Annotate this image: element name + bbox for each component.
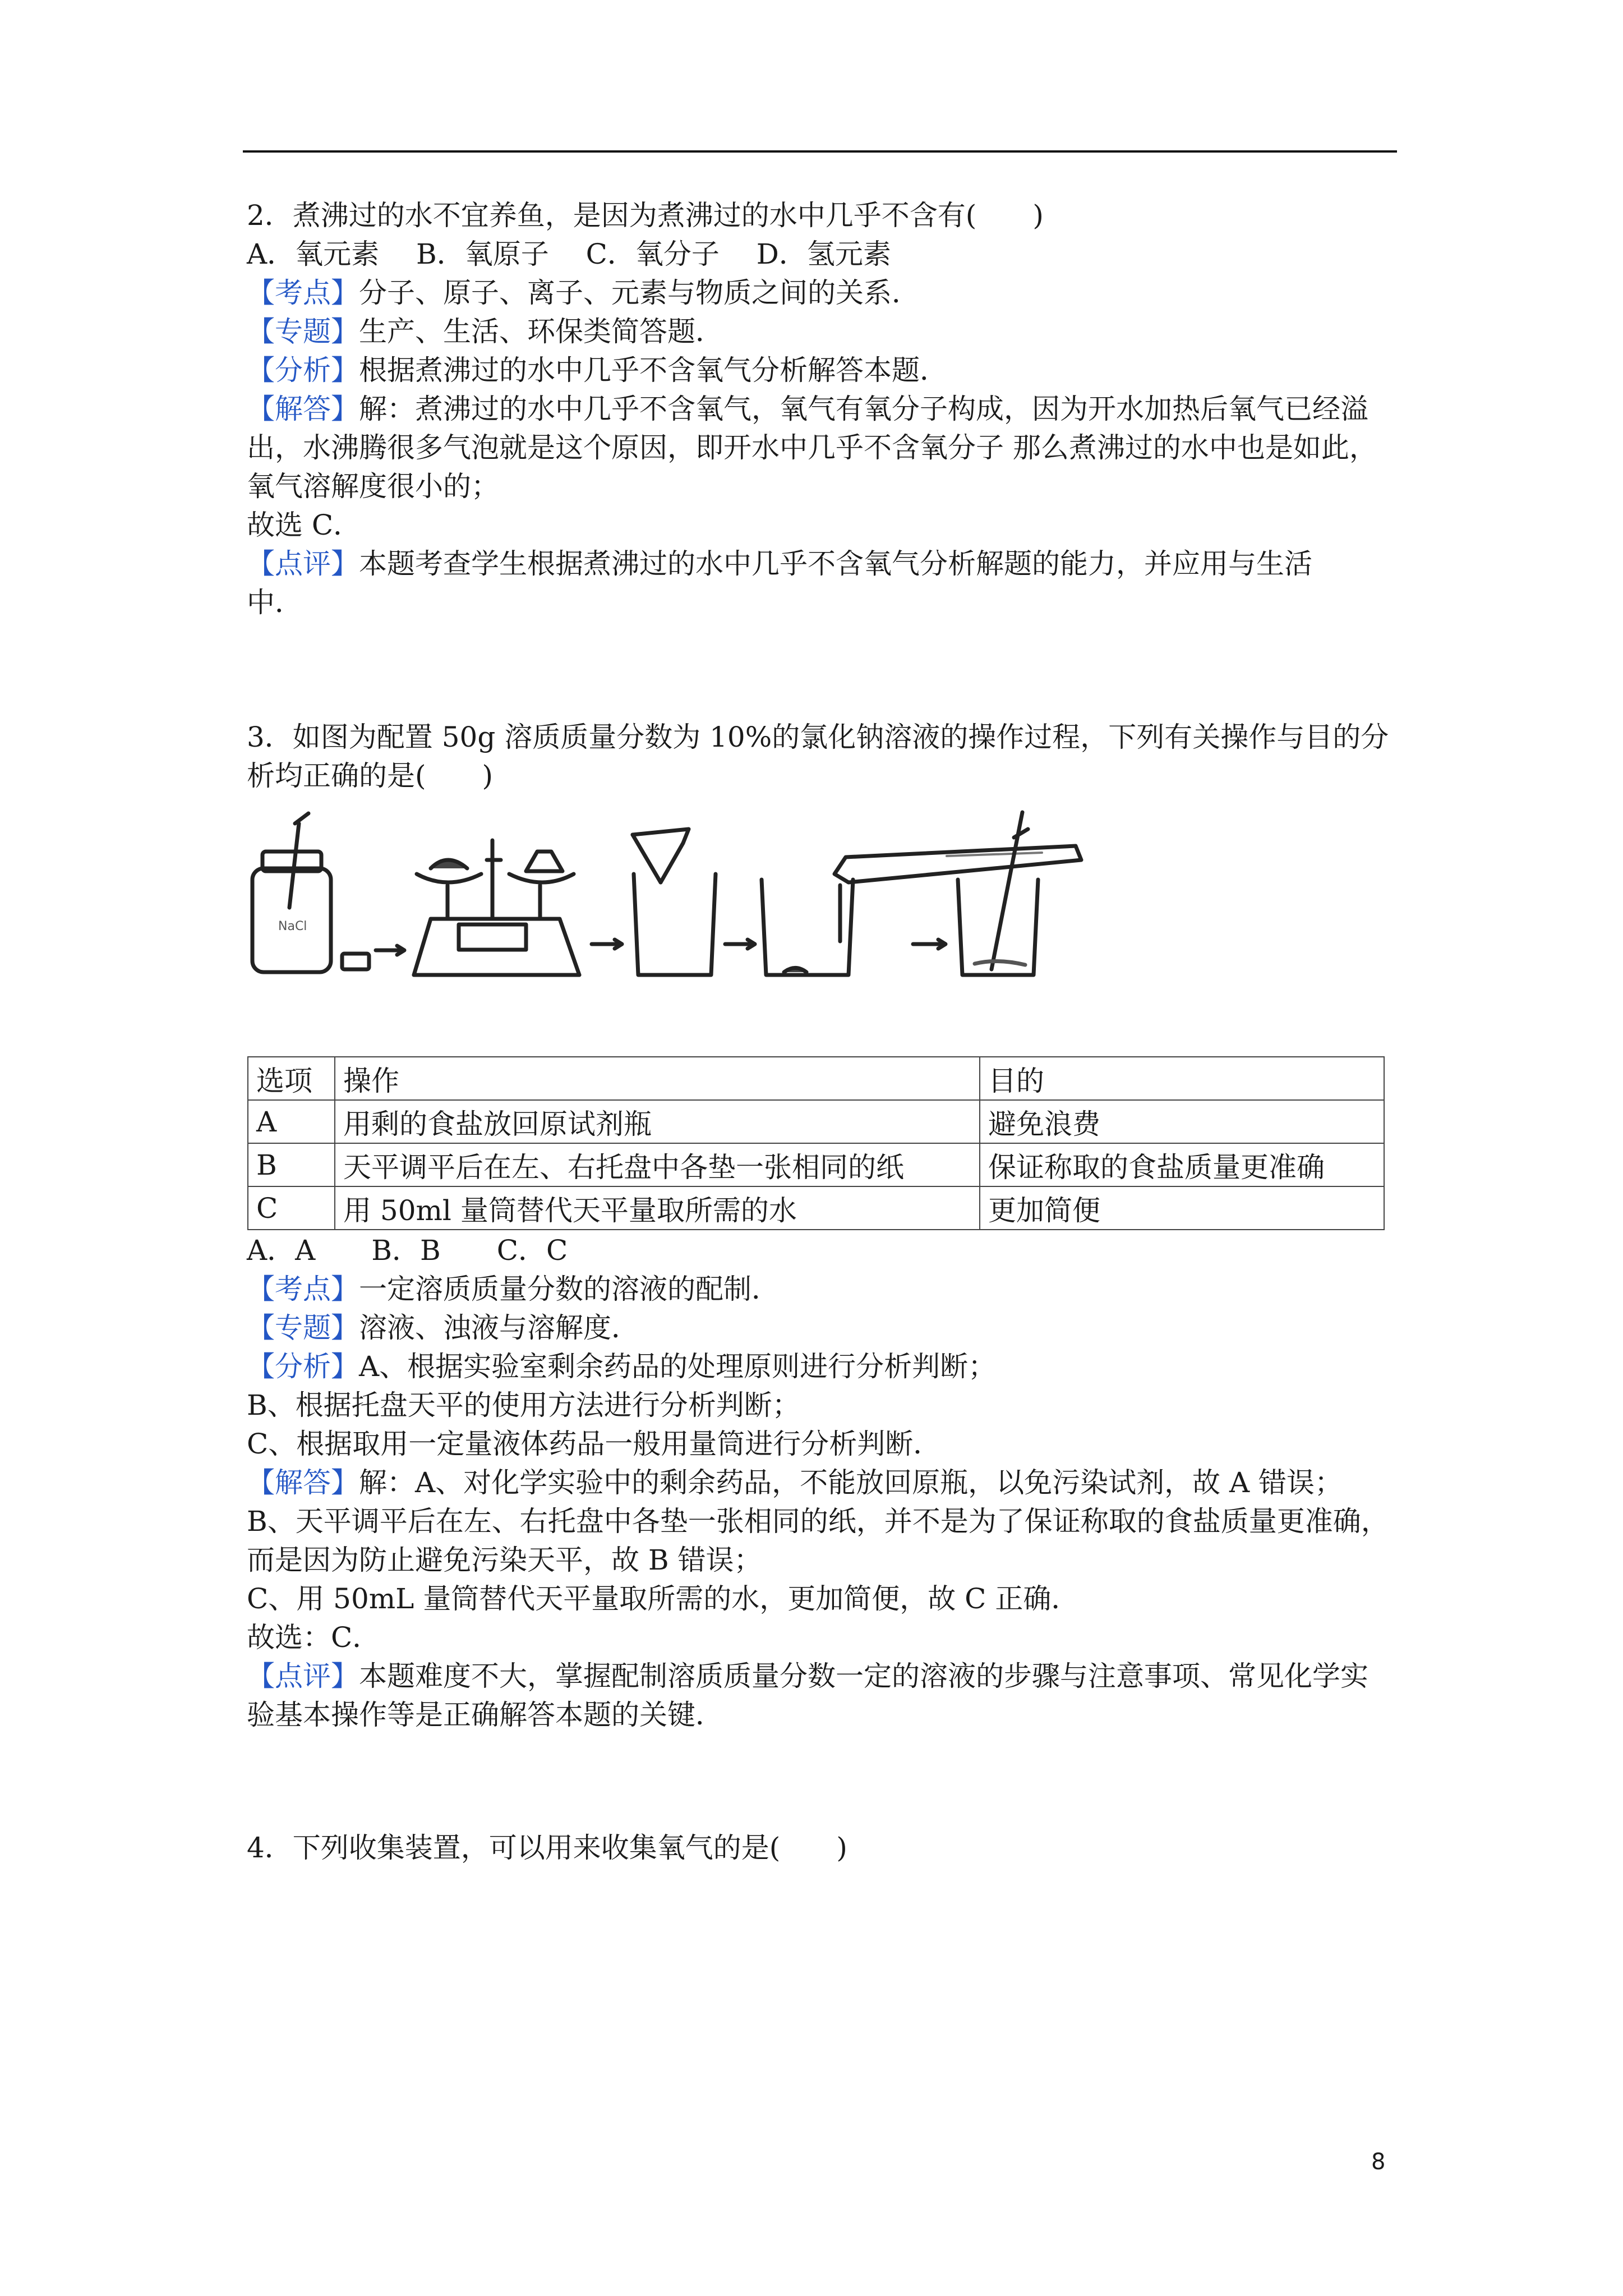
q3-zhuanti-text: 溶液、浊液与溶解度． — [359, 1312, 639, 1344]
q2-dianping-1 — [247, 545, 1402, 583]
table-cell: 天平调平后在左、右托盘中各垫一张相同的纸 — [335, 1143, 980, 1186]
beaker-pour-illustration — [633, 829, 716, 975]
q3-jieda-2: B、天平调平后在左、右托盘中各垫一张相同的纸，并不是为了保证称取的食盐质量更准确， — [247, 1505, 1389, 1538]
q3-answer: 故选：C． — [247, 1621, 381, 1654]
table-row — [248, 1143, 1384, 1186]
q3-jieda-3: 而是因为防止避免污染天平，故 B 错误； — [247, 1544, 762, 1576]
q3-jieda-1 — [247, 1464, 1402, 1502]
reagent-jar-illustration — [252, 813, 369, 972]
solution-preparation-figure — [246, 807, 1205, 992]
q3-kaodian-text: 一定溶质质量分数的溶液的配制． — [359, 1273, 780, 1305]
q2-options: A．氧元素 B．氧原子 C．氧分子 D．氢元素 — [247, 238, 891, 270]
table-header-cell: 操作 — [335, 1057, 980, 1100]
jar-label: NaCl — [278, 919, 307, 933]
q2-dianping-2: 中． — [247, 586, 303, 619]
q4-stem: 4．下列收集装置，可以用来收集氧气的是( ) — [247, 1832, 847, 1864]
table-cell: 保证称取的食盐质量更准确 — [980, 1143, 1384, 1186]
q2-fenxi-text: 根据煮沸过的水中几乎不含氧气分析解答本题． — [359, 354, 948, 386]
q3-jieda-4: C、用 50mL 量筒替代天平量取所需的水，更加简便，故 C 正确． — [247, 1582, 1080, 1615]
question-4 — [247, 1829, 1402, 1867]
jieda-tag: 【解答】 — [247, 393, 359, 425]
question-2 — [247, 196, 1402, 622]
q2-kaodian-text: 分子、原子、离子、元素与物质之间的关系． — [359, 277, 920, 309]
q3-kaodian — [247, 1270, 1402, 1309]
table-row — [248, 1100, 1384, 1143]
table-header-cell: 目的 — [980, 1057, 1384, 1100]
q3-fenxi-3: C、根据取用一定量液体药品一般用量筒进行分析判断． — [247, 1428, 942, 1460]
fenxi-tag: 【分析】 — [247, 354, 359, 386]
operations-table — [247, 1056, 1385, 1230]
table-cell: 用 50ml 量筒替代天平量取所需的水 — [335, 1186, 980, 1230]
kaodian-tag: 【考点】 — [247, 1273, 359, 1305]
q3-fenxi-text-1: A、根据实验室剩余药品的处理原则进行分析判断； — [359, 1350, 997, 1383]
question-3-analysis — [247, 1231, 1402, 1734]
table-cell: A — [248, 1100, 335, 1143]
table-cell: 更加简便 — [980, 1186, 1384, 1230]
question-3-stem — [247, 718, 1402, 795]
dianping-tag: 【点评】 — [247, 547, 359, 580]
q2-stem: 2．煮沸过的水不宜养鱼，是因为煮沸过的水中几乎不含有( ) — [247, 199, 1044, 232]
q3-dianping-2: 验基本操作等是正确解答本题的关键． — [247, 1699, 723, 1731]
q2-jieda-text-1: 解：煮沸过的水中几乎不含氧气，氧气有氧分子构成，因为开水加热后氧气已经溢 — [359, 393, 1368, 425]
q3-dianping-1 — [247, 1657, 1402, 1696]
dianping-tag: 【点评】 — [247, 1660, 359, 1692]
q3-options: A．A B．B C．C — [247, 1234, 568, 1267]
table-header-cell: 选项 — [248, 1057, 335, 1100]
q2-answer: 故选 C． — [247, 509, 362, 541]
jieda-tag: 【解答】 — [247, 1466, 359, 1499]
q3-fenxi-1 — [247, 1347, 1402, 1386]
page-number: 8 — [1371, 2149, 1386, 2175]
kaodian-tag: 【考点】 — [247, 277, 359, 309]
zhuanti-tag: 【专题】 — [247, 315, 359, 348]
table-cell: B — [248, 1143, 335, 1186]
q2-kaodian — [247, 274, 1402, 312]
q3-stem-2: 析均正确的是( ) — [247, 760, 494, 792]
stirring-illustration — [958, 812, 1038, 975]
table-header-row — [248, 1057, 1384, 1100]
balance-illustration — [414, 840, 579, 975]
q3-dianping-text-1: 本题难度不大，掌握配制溶质质量分数一定的溶液的步骤与注意事项、常见化学实 — [359, 1660, 1368, 1692]
q2-jieda-2: 出，水沸腾很多气泡就是这个原因，即开水中几乎不含氧分子 那么煮沸过的水中也是如此， — [247, 431, 1377, 464]
q2-zhuanti-text: 生产、生活、环保类简答题． — [359, 315, 723, 348]
q2-zhuanti — [247, 312, 1402, 351]
q2-jieda-3: 氧气溶解度很小的； — [247, 470, 499, 503]
q2-jieda-1 — [247, 390, 1402, 429]
fenxi-tag: 【分析】 — [247, 1350, 359, 1383]
table-cell: C — [248, 1186, 335, 1230]
table-cell: 用剩的食盐放回原试剂瓶 — [335, 1100, 980, 1143]
zhuanti-tag: 【专题】 — [247, 1312, 359, 1344]
header-rule — [243, 150, 1397, 153]
table-row — [248, 1186, 1384, 1230]
q3-jieda-text-1: 解：A、对化学实验中的剩余药品，不能放回原瓶，以免污染试剂，故 A 错误； — [359, 1466, 1343, 1499]
table-cell: 避免浪费 — [980, 1100, 1384, 1143]
q3-zhuanti — [247, 1309, 1402, 1347]
q2-fenxi — [247, 351, 1402, 390]
q3-fenxi-2: B、根据托盘天平的使用方法进行分析判断； — [247, 1389, 800, 1421]
q2-dianping-text-1: 本题考查学生根据煮沸过的水中几乎不含氧气分析解题的能力，并应用与生活 — [359, 547, 1312, 580]
q3-stem-1: 3．如图为配置 50g 溶质质量分数为 10%的氯化钠溶液的操作过程，下列有关操作与目的分 — [247, 721, 1389, 753]
